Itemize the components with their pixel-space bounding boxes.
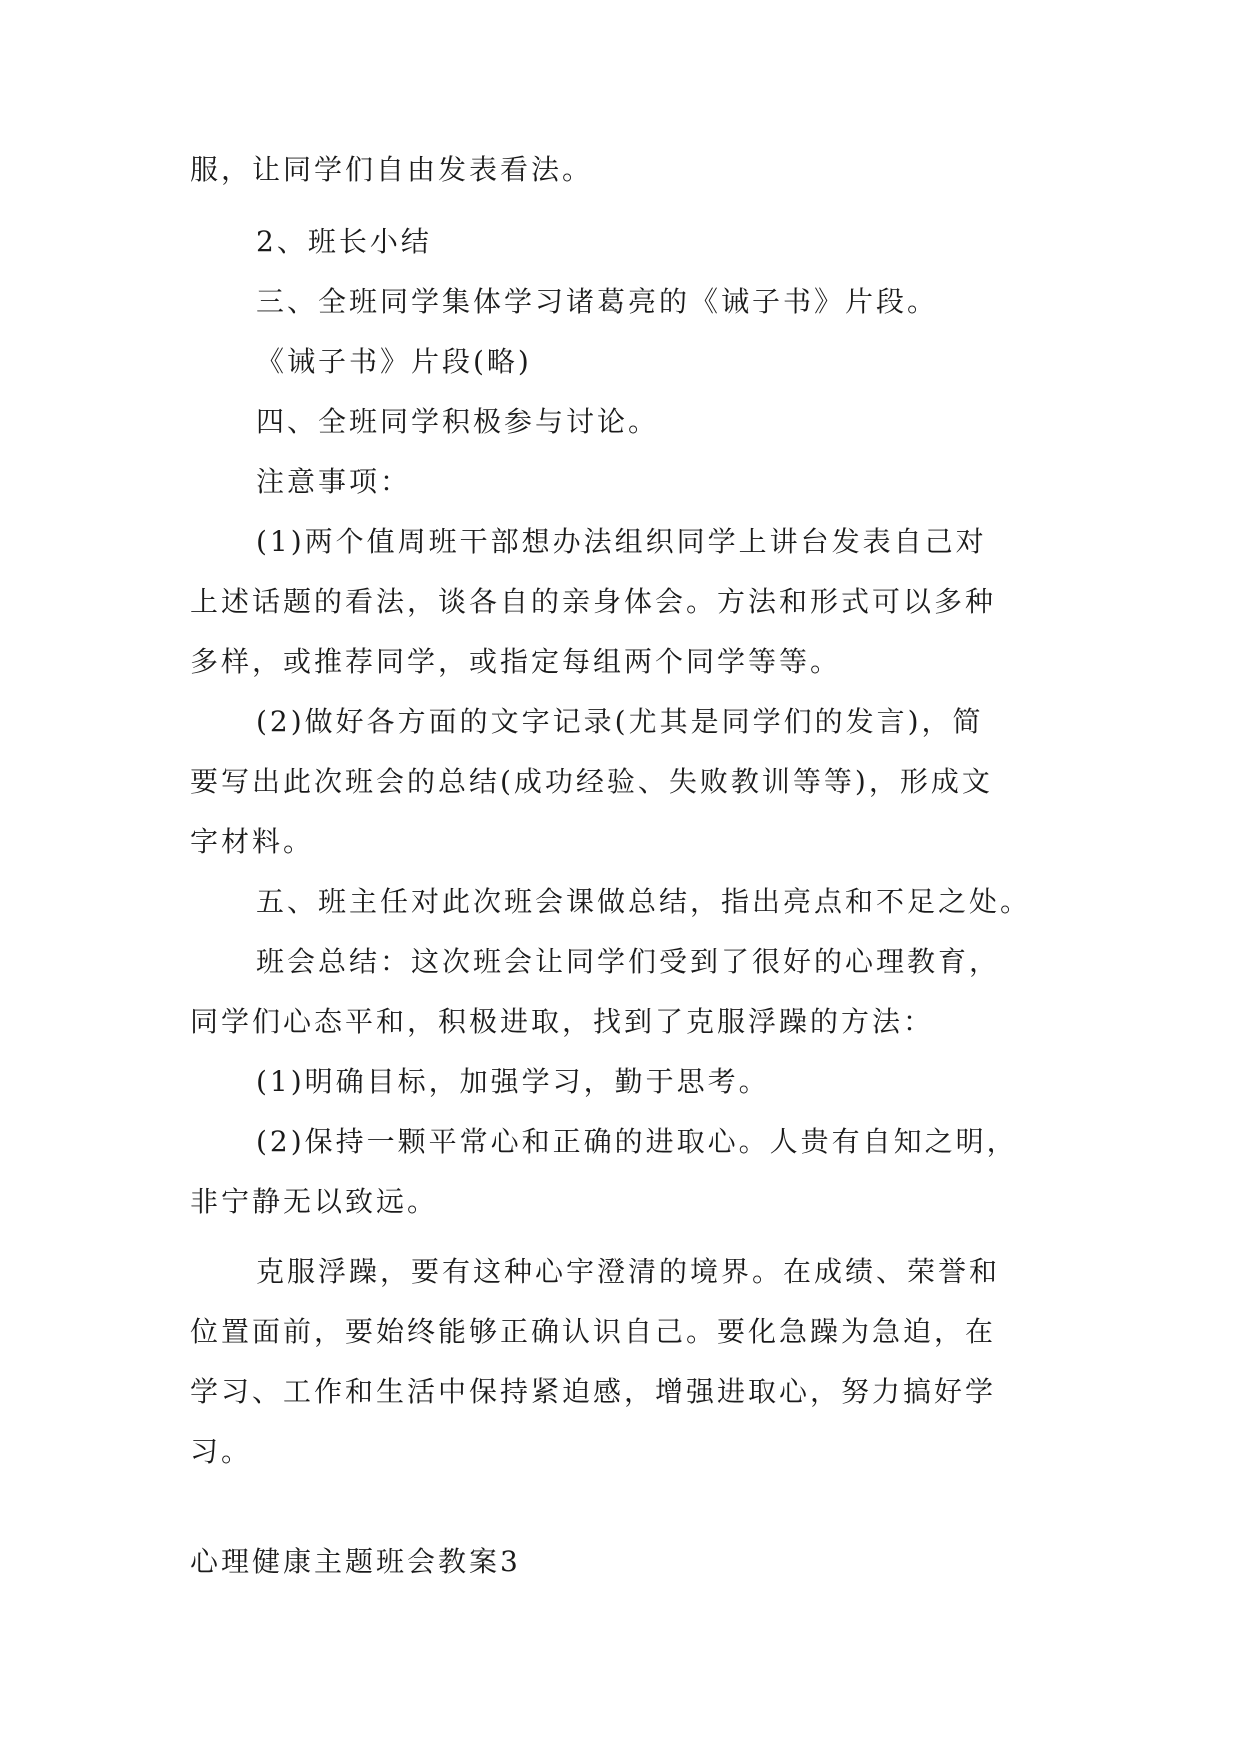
- paragraph-line: 注意事项：: [256, 465, 412, 498]
- paragraph-line: 非宁静无以致远。: [190, 1185, 439, 1218]
- paragraph-line: 《诫子书》片段(略): [256, 345, 532, 378]
- paragraph-line: (1)明确目标，加强学习，勤于思考。: [256, 1065, 770, 1098]
- paragraph-line: 要写出此次班会的总结(成功经验、失败教训等等)，形成文: [190, 765, 993, 798]
- section-heading: 心理健康主题班会教案3: [190, 1545, 521, 1578]
- paragraph-line: 同学们心态平和，积极进取，找到了克服浮躁的方法：: [190, 1005, 935, 1038]
- paragraph-line: 2、班长小结: [256, 225, 432, 258]
- paragraph-line: 五、班主任对此次班会课做总结，指出亮点和不足之处。: [256, 885, 1032, 918]
- paragraph-line: (1)两个值周班干部想办法组织同学上讲台发表自己对: [256, 525, 987, 558]
- paragraph-line: (2)保持一颗平常心和正确的进取心。人贵有自知之明，: [256, 1125, 1018, 1158]
- paragraph-line: 克服浮躁，要有这种心宇澄清的境界。在成绩、荣誉和: [256, 1255, 1001, 1288]
- paragraph-line: 上述话题的看法，谈各自的亲身体会。方法和形式可以多种: [190, 585, 997, 618]
- paragraph-line: 学习、工作和生活中保持紧迫感，增强进取心，努力搞好学: [190, 1375, 997, 1408]
- paragraph-line: 四、全班同学积极参与讨论。: [256, 405, 660, 438]
- paragraph-line: 字材料。: [190, 825, 315, 858]
- paragraph-line: 位置面前，要始终能够正确认识自己。要化急躁为急迫，在: [190, 1315, 997, 1348]
- paragraph-line: 班会总结：这次班会让同学们受到了很好的心理教育，: [256, 945, 1001, 978]
- paragraph-line: 习。: [190, 1435, 253, 1468]
- paragraph-line: (2)做好各方面的文字记录(尤其是同学们的发言)，简: [256, 705, 984, 738]
- paragraph-line: 三、全班同学集体学习诸葛亮的《诫子书》片段。: [256, 285, 939, 318]
- paragraph-line: 服，让同学们自由发表看法。: [190, 153, 594, 186]
- paragraph-line: 多样，或推荐同学，或指定每组两个同学等等。: [190, 645, 842, 678]
